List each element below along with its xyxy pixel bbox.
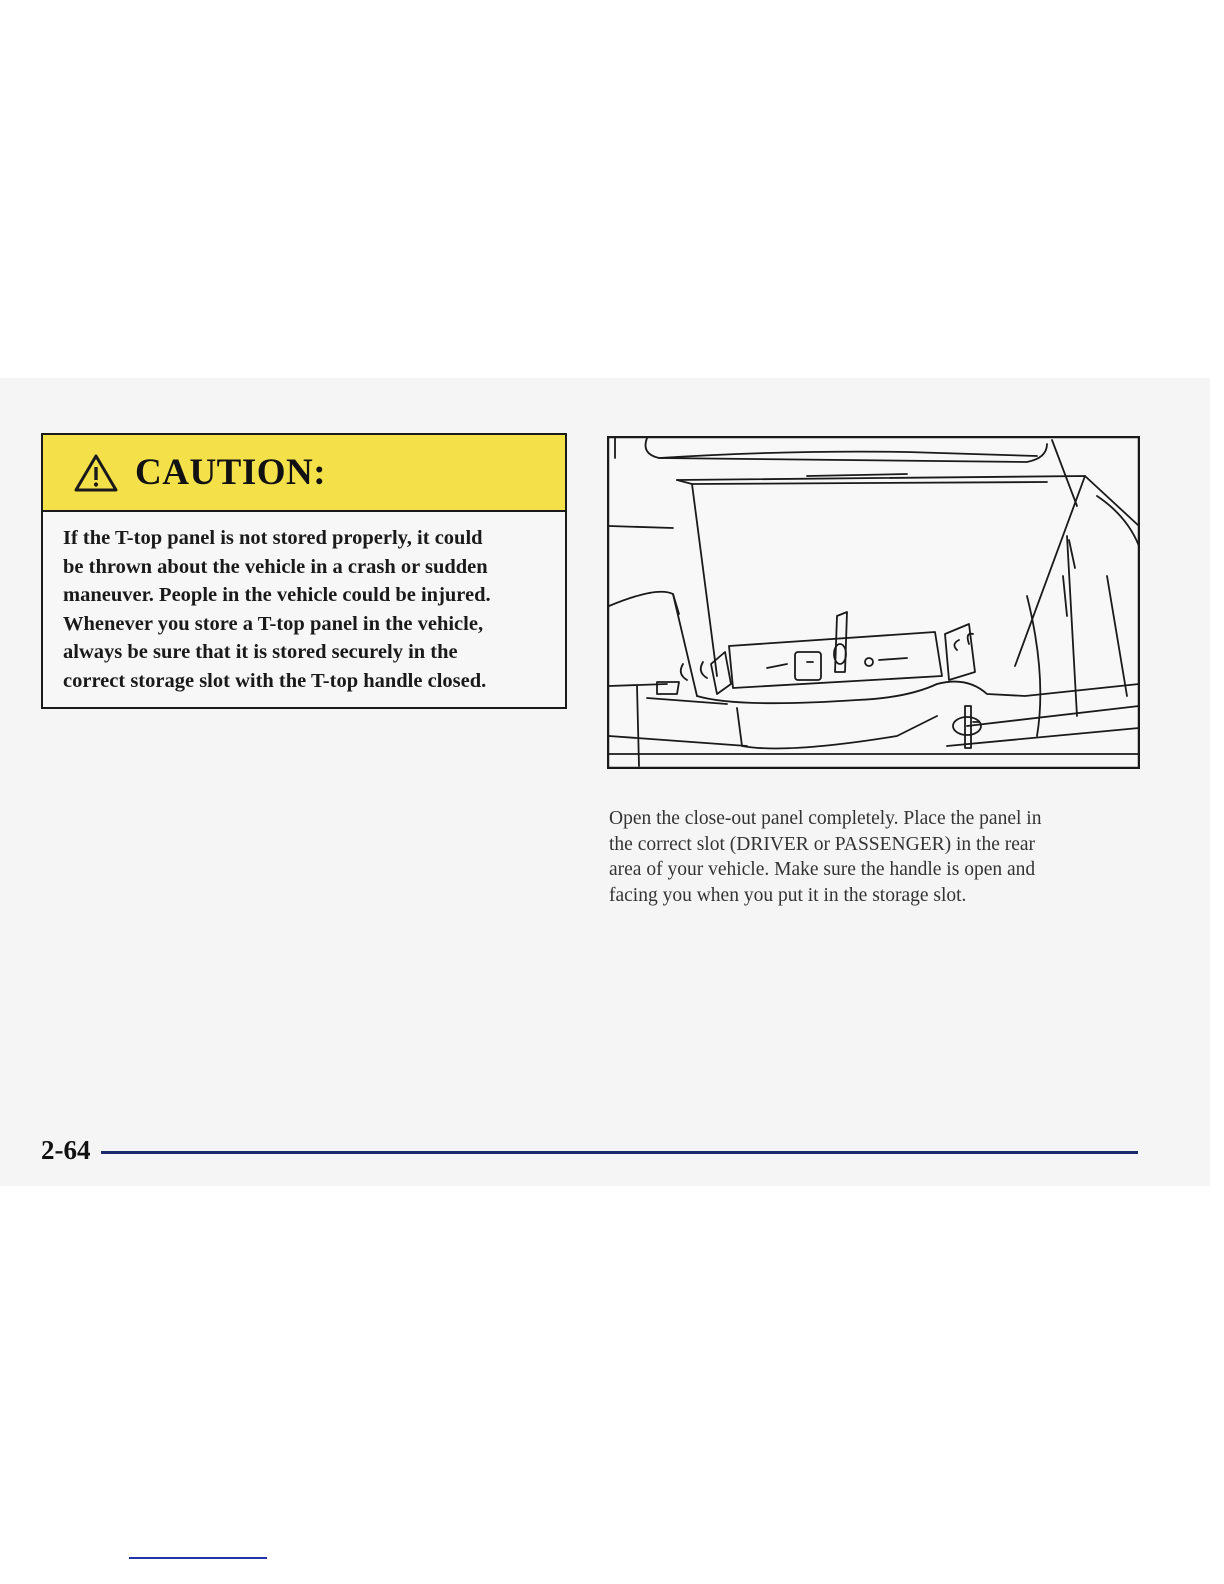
- caution-header: [43, 435, 565, 512]
- instruction-line: area of your vehicle. Make sure the handle is open and: [609, 859, 1036, 880]
- page-number: 2-64: [41, 1135, 91, 1165]
- caution-line: If the T-top panel is not stored properly, it could: [63, 527, 483, 549]
- caution-line: maneuver. People in the vehicle could be injured.: [63, 584, 491, 606]
- instruction-line: facing you when you put it in the storage slot.: [609, 884, 967, 906]
- t-top-storage-illustration: [607, 436, 1140, 769]
- caution-line: always be sure that it is stored securely in the: [63, 641, 458, 663]
- caution-line: correct storage slot with the T-top handle closed.: [63, 669, 487, 692]
- caution-text: [43, 512, 565, 695]
- warning-triangle-icon: [73, 453, 119, 493]
- bottom-link-underline[interactable]: [129, 1557, 267, 1559]
- instruction-line: the correct slot (DRIVER or PASSENGER) in the rear: [609, 833, 1036, 855]
- caution-line: Whenever you store a T-top panel in the vehicle,: [63, 612, 484, 635]
- caution-title: CAUTION:: [135, 452, 327, 493]
- caution-box: [41, 433, 567, 709]
- instruction-text: [609, 806, 1149, 908]
- instruction-line: Open the close-out panel completely. Place the panel in: [609, 808, 1042, 829]
- footer-rule: [101, 1151, 1138, 1154]
- caution-line: be thrown about the vehicle in a crash or sudden: [63, 555, 488, 578]
